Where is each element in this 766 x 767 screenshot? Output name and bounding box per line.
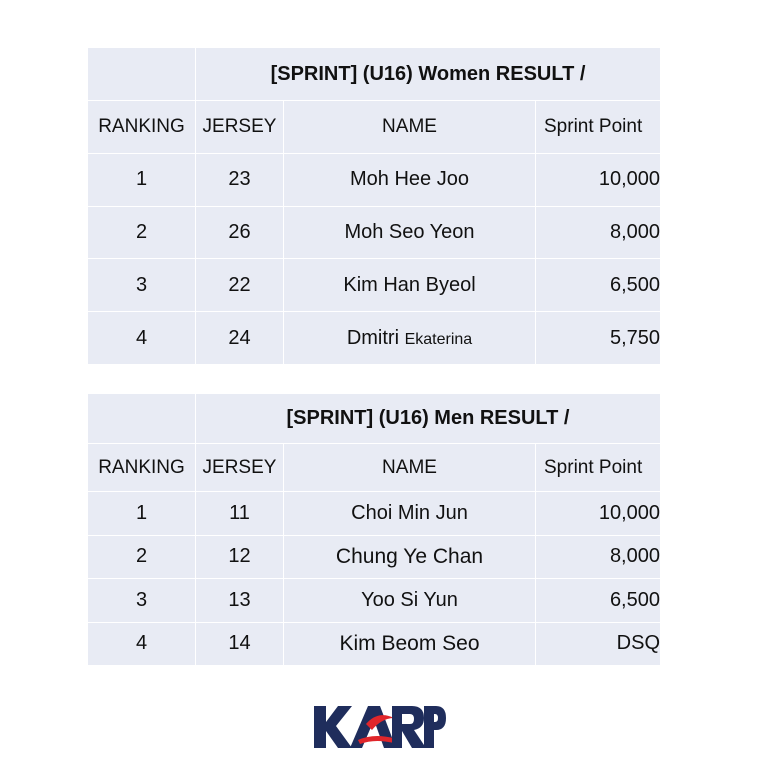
jersey-cell: 12 [196, 535, 284, 579]
points-cell: 5,750 [536, 312, 661, 365]
name-cell: Kim Han Byeol [284, 259, 536, 312]
ranking-cell: 1 [88, 492, 196, 536]
ranking-cell: 2 [88, 535, 196, 579]
header-row [88, 101, 661, 154]
table-row [88, 312, 661, 365]
points-cell: 6,500 [536, 579, 661, 623]
points-cell: 6,500 [536, 259, 661, 312]
jersey-cell: 23 [196, 153, 284, 206]
header-row [88, 444, 661, 492]
ranking-cell: 4 [88, 622, 196, 666]
name-cell: Choi Min Jun [284, 492, 536, 536]
points-cell: 8,000 [536, 206, 661, 259]
women-table-title: [SPRINT] (U16) Women RESULT / [196, 48, 661, 101]
table-row [88, 492, 661, 536]
jersey-cell: 24 [196, 312, 284, 365]
points-cell: 10,000 [536, 492, 661, 536]
jersey-cell: 14 [196, 622, 284, 666]
name-cell [284, 312, 536, 365]
points-cell: 10,000 [536, 153, 661, 206]
ranking-header: RANKING [88, 101, 196, 154]
jersey-header: JERSEY [196, 101, 284, 154]
name-cell: Moh Seo Yeon [284, 206, 536, 259]
name-cell: Kim Beom Seo [284, 622, 536, 666]
jersey-cell: 11 [196, 492, 284, 536]
table-row [88, 259, 661, 312]
table-row [88, 622, 661, 666]
ranking-header: RANKING [88, 444, 196, 492]
table-title-row [88, 48, 661, 101]
sprint-point-header: Sprint Point [536, 101, 661, 154]
karp-logo [312, 687, 448, 752]
women-result-table [87, 47, 661, 365]
jersey-cell: 22 [196, 259, 284, 312]
table-row [88, 535, 661, 579]
empty-corner-cell [88, 48, 196, 101]
jersey-cell: 26 [196, 206, 284, 259]
name-first-part: Dmitri [346, 326, 400, 349]
name-cell: Moh Hee Joo [284, 153, 536, 206]
name-last-part: Ekaterina [404, 330, 473, 348]
name-header: NAME [284, 444, 536, 492]
points-cell: 8,000 [536, 535, 661, 579]
ranking-cell: 3 [88, 579, 196, 623]
men-result-table [87, 393, 661, 666]
ranking-cell: 3 [88, 259, 196, 312]
empty-corner-cell [88, 394, 196, 444]
ranking-cell: 1 [88, 153, 196, 206]
table-row [88, 153, 661, 206]
table-row [88, 206, 661, 259]
name-cell: Chung Ye Chan [284, 535, 536, 579]
table-title-row [88, 394, 661, 444]
name-cell: Yoo Si Yun [284, 579, 536, 623]
points-cell: DSQ [536, 622, 661, 666]
ranking-cell: 4 [88, 312, 196, 365]
jersey-cell: 13 [196, 579, 284, 623]
ranking-cell: 2 [88, 206, 196, 259]
table-row [88, 579, 661, 623]
logo-text: KARP [312, 687, 356, 704]
sprint-point-header: Sprint Point [536, 444, 661, 492]
name-header: NAME [284, 101, 536, 154]
jersey-header: JERSEY [196, 444, 284, 492]
men-table-title: [SPRINT] (U16) Men RESULT / [196, 394, 661, 444]
